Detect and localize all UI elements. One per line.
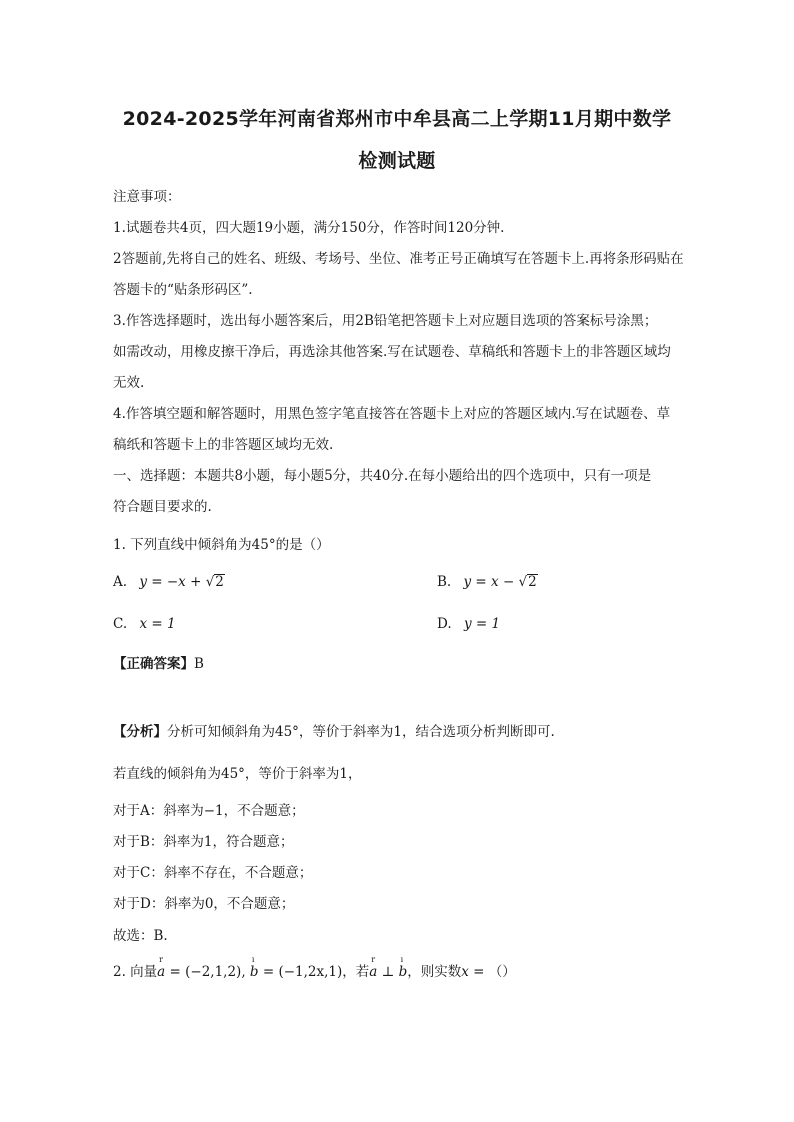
title-line-2: 检测试题 xyxy=(358,150,436,172)
vector-arrow-icon: ı xyxy=(400,955,404,964)
title-line-1: 2024-2025学年河南省郑州市中牟县高二上学期11月期中数学 xyxy=(122,108,672,130)
q1-stem-suffix: 的是（） xyxy=(275,537,330,553)
vector-arrow-icon: r xyxy=(371,955,376,964)
q2-vector-b-value: = (−1,2x,1) xyxy=(258,964,343,980)
q1-answer-tag: 【正确答案】 xyxy=(113,656,194,672)
q1-stem-prefix: 1. 下列直线中倾斜角为 xyxy=(113,537,252,553)
q2-variable: x xyxy=(461,964,469,980)
vector-arrow-icon: ı xyxy=(251,955,255,964)
notice-item-4a: 4.作答填空题和解答题时，用黑色签字笔直接答在答题卡上对应的答题区域内.写在试题卷、草 xyxy=(113,406,671,422)
q1-solution-line-1: 若直线的倾斜角为45°，等价于斜率为1， xyxy=(113,766,362,782)
q1-answer xyxy=(113,652,204,672)
q1-solution-d: 对于D：斜率为0，不合题意； xyxy=(113,896,295,912)
q2-perpendicular: ⊥ xyxy=(377,964,399,980)
question-2-stem xyxy=(113,955,516,980)
q2-cond-vector-b: ı b xyxy=(398,955,408,980)
q1-option-d-expr: y = 1 xyxy=(463,616,501,632)
q1-solution-c: 对于C：斜率不存在，不合题意； xyxy=(113,865,313,881)
q1-solution-b: 对于B：斜率为1，符合题意； xyxy=(113,834,294,850)
q1-analysis-text: 分析可知倾斜角为45°，等价于斜率为1，结合选项分析判断即可. xyxy=(167,724,555,740)
q1-analysis xyxy=(113,720,555,740)
q1-option-b-label: B. xyxy=(437,574,452,590)
q1-option-c xyxy=(113,616,176,632)
q2-vector-b: ı b xyxy=(249,955,259,980)
q1-option-d-label: D. xyxy=(437,616,452,632)
notice-item-2a: 2答题前,先将自己的姓名、班级、考场号、坐位、准考正号正确填写在答题卡上.再将条形码贴在 xyxy=(113,251,684,267)
q1-option-a-expr: y = −x + xyxy=(139,574,206,590)
q1-analysis-tag: 【分析】 xyxy=(113,724,167,740)
q1-option-b-expr: y = x − xyxy=(463,574,519,590)
q1-option-d xyxy=(437,616,500,632)
notice-item-1: 1.试题卷共4页，四大题19小题，满分150分，作答时间120分钟. xyxy=(113,220,505,236)
q1-answer-value: B xyxy=(194,656,204,672)
notice-heading: 注意事项： xyxy=(113,189,181,205)
notice-item-4b: 稿纸和答题卡上的非答题区域均无效. xyxy=(113,437,334,453)
q2-condition-prefix: ，若 xyxy=(342,964,370,980)
q1-option-c-label: C. xyxy=(113,616,128,632)
q1-option-c-expr: x = 1 xyxy=(139,616,176,632)
q1-conclusion: 故选：B. xyxy=(113,928,168,944)
question-1-stem xyxy=(113,533,330,553)
q2-vector-a-value: = (−2,1,2), xyxy=(165,964,250,980)
q1-option-a-root: 2 xyxy=(215,574,224,590)
vector-arrow-icon: r xyxy=(159,955,163,964)
notice-item-3b: 如需改动，用橡皮擦干净后，再选涂其他答案.写在试题卷、草稿纸和答题卡上的非答题区域均 xyxy=(113,344,671,360)
q2-ending: = （） xyxy=(468,964,516,980)
section-1-line-b: 符合题目要求的. xyxy=(113,499,212,515)
notice-item-2b: 答题卡的“贴条形码区”. xyxy=(113,282,253,298)
q1-option-b: B. y = x − √2 xyxy=(437,574,537,590)
notice-item-3a: 3.作答选择题时，选出每小题答案后，用2B铅笔把答题卡上对应题目选项的答案标号涂黑； xyxy=(113,313,658,329)
q1-stem-angle: 45° xyxy=(251,537,276,553)
q2-prefix: 2. 向量 xyxy=(113,964,158,980)
q1-solution-a: 对于A：斜率为−1，不合题意； xyxy=(113,803,305,819)
q1-option-a-label: A. xyxy=(113,574,128,590)
q2-cond-vector-a: r a xyxy=(369,955,378,980)
section-1-line-a: 一、选择题：本题共8小题，每小题5分，共40分.在每小题给出的四个选项中，只有一项是 xyxy=(113,468,652,484)
q1-option-a: A. y = −x + √2 xyxy=(113,574,224,590)
notice-item-3c: 无效. xyxy=(113,375,145,391)
q2-vector-a: r a xyxy=(157,955,166,980)
q2-suffix: ，则实数 xyxy=(407,964,462,980)
q1-option-b-root: 2 xyxy=(528,574,537,590)
